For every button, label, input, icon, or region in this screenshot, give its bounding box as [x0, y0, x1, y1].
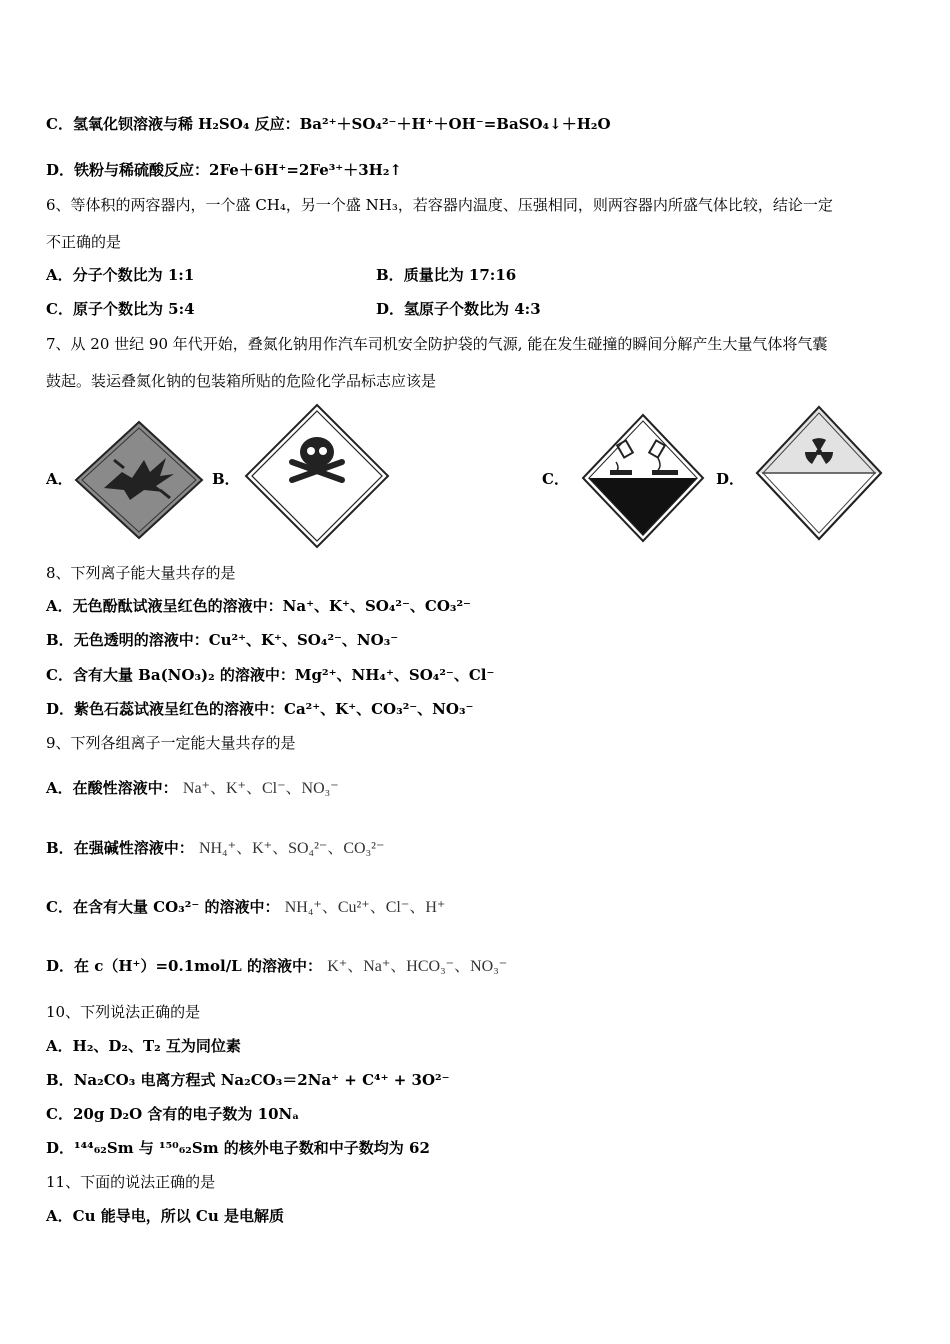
option-label: C．: [46, 1105, 73, 1123]
option-label: B．: [376, 266, 404, 284]
option-label: B．: [46, 839, 74, 857]
ion-list: K⁺、Na⁺、HCO₃⁻、NO₃⁻: [327, 958, 508, 975]
option-text: Cu 能导电，所以 Cu 是电解质: [72, 1207, 284, 1225]
option-label: A．: [46, 1037, 73, 1055]
option-text: 在含有大量 CO₃²⁻ 的溶液中：: [72, 898, 280, 916]
option-text: ¹⁴⁴₆₂Sm 与 ¹⁵⁰₆₂Sm 的核外电子数和中子数均为 62: [74, 1139, 430, 1157]
q9-stem: 9、下列各组离子一定能大量共存的是: [46, 734, 296, 752]
q7-label-c: C．: [542, 470, 569, 488]
option-text: 分子个数比为 1:1: [72, 266, 195, 284]
ion-list: NH₄⁺、K⁺、SO₄²⁻、CO₃²⁻: [198, 840, 385, 857]
q8-option-c: [46, 665, 494, 685]
option-label: A．: [46, 779, 73, 797]
q7-label-a: A．: [46, 470, 73, 488]
option-label: A．: [46, 597, 73, 615]
option-label: A．: [46, 266, 73, 284]
ion-list: Na⁺、K⁺、Cl⁻、NO₃⁻: [182, 780, 339, 797]
q7-label-d: D．: [716, 470, 745, 488]
option-text: 氢氧化钡溶液与稀 H₂SO₄ 反应：Ba²⁺＋SO₄²⁻＋H⁺＋OH⁻=BaSO₄↓＋H₂O: [72, 115, 611, 133]
q7-label-b: B．: [212, 470, 240, 488]
option-label: B．: [46, 631, 74, 649]
option-text: 无色酚酞试液呈红色的溶液中：Na⁺、K⁺、SO₄²⁻、CO₃²⁻: [72, 597, 471, 615]
q8-option-a: [46, 596, 471, 616]
q8-option-b: [46, 630, 398, 650]
q9-option-b: [46, 838, 384, 859]
option-label: D．: [376, 300, 405, 318]
option-label: B．: [46, 1071, 74, 1089]
option-label: C．: [46, 666, 73, 684]
q10-option-d: [46, 1138, 430, 1158]
q6-option-b: [376, 265, 516, 285]
option-text: Na₂CO₃ 电离方程式 Na₂CO₃＝2Na⁺ + C⁴⁺ + 3O²⁻: [73, 1071, 450, 1089]
q10-option-b: [46, 1070, 450, 1090]
option-label: C．: [46, 300, 73, 318]
q6-option-a: [46, 265, 194, 285]
corrosive-sign: [580, 412, 706, 544]
option-label: C．: [46, 898, 73, 916]
option-label: C．: [46, 115, 73, 133]
q10-option-c: [46, 1104, 299, 1124]
q6-stem-line2: 不正确的是: [46, 233, 122, 251]
explosive-sign: [74, 420, 204, 540]
option-label: D．: [46, 957, 75, 975]
q9-option-d: [46, 956, 507, 977]
q6-option-d: [376, 299, 541, 319]
q7-stem-line2: 鼓起。装运叠氮化钠的包装箱所贴的危险化学品标志应该是: [46, 372, 437, 390]
q10-option-a: [46, 1036, 241, 1056]
option-label: D．: [46, 161, 75, 179]
q5-option-d: [46, 160, 402, 180]
option-text: 原子个数比为 5:4: [72, 300, 195, 318]
option-text: 铁粉与稀硫酸反应：2Fe＋6H⁺=2Fe³⁺＋3H₂↑: [74, 161, 402, 179]
q5-option-c: [46, 114, 611, 134]
q8-option-d: [46, 699, 473, 719]
option-text: 紫色石蕊试液呈红色的溶液中：Ca²⁺、K⁺、CO₃²⁻、NO₃⁻: [74, 700, 474, 718]
option-label: D．: [46, 700, 75, 718]
option-text: 在 c（H⁺）=0.1mol/L 的溶液中：: [74, 957, 322, 975]
option-text: 20g D₂O 含有的电子数为 10Nₐ: [72, 1105, 300, 1123]
q9-option-a: [46, 778, 339, 799]
option-label: D．: [46, 1139, 75, 1157]
q9-option-c: [46, 897, 445, 918]
option-text: 在酸性溶液中：: [72, 779, 178, 797]
toxic-skull-sign: [242, 402, 392, 550]
option-text: 质量比为 17:16: [403, 266, 517, 284]
q6-option-c: [46, 299, 195, 319]
option-text: 无色透明的溶液中：Cu²⁺、K⁺、SO₄²⁻、NO₃⁻: [73, 631, 399, 649]
option-text: 氢原子个数比为 4:3: [404, 300, 541, 318]
option-label: A．: [46, 1207, 73, 1225]
q6-stem-line1: 6、等体积的两容器内，一个盛 CH₄，另一个盛 NH₃，若容器内温度、压强相同，则两容器内所盛气体比较，结论一定: [46, 196, 833, 214]
radioactive-sign: [754, 404, 884, 542]
q10-stem: 10、下列说法正确的是: [46, 1003, 201, 1021]
q7-stem-line1: 7、从 20 世纪 90 年代开始，叠氮化钠用作汽车司机安全防护袋的气源, 能在发生碰撞的瞬间分解产生大量气体将气囊: [46, 335, 828, 353]
option-text: 在强碱性溶液中：: [73, 839, 194, 857]
q11-stem: 11、下面的说法正确的是: [46, 1173, 216, 1191]
option-text: 含有大量 Ba(NO₃)₂ 的溶液中：Mg²⁺、NH₄⁺、SO₄²⁻、Cl⁻: [72, 666, 495, 684]
ion-list: NH₄⁺、Cu²⁺、Cl⁻、H⁺: [284, 899, 446, 916]
option-text: H₂、D₂、T₂ 互为同位素: [72, 1037, 241, 1055]
q8-stem: 8、下列离子能大量共存的是: [46, 564, 236, 582]
q11-option-a: [46, 1206, 284, 1226]
